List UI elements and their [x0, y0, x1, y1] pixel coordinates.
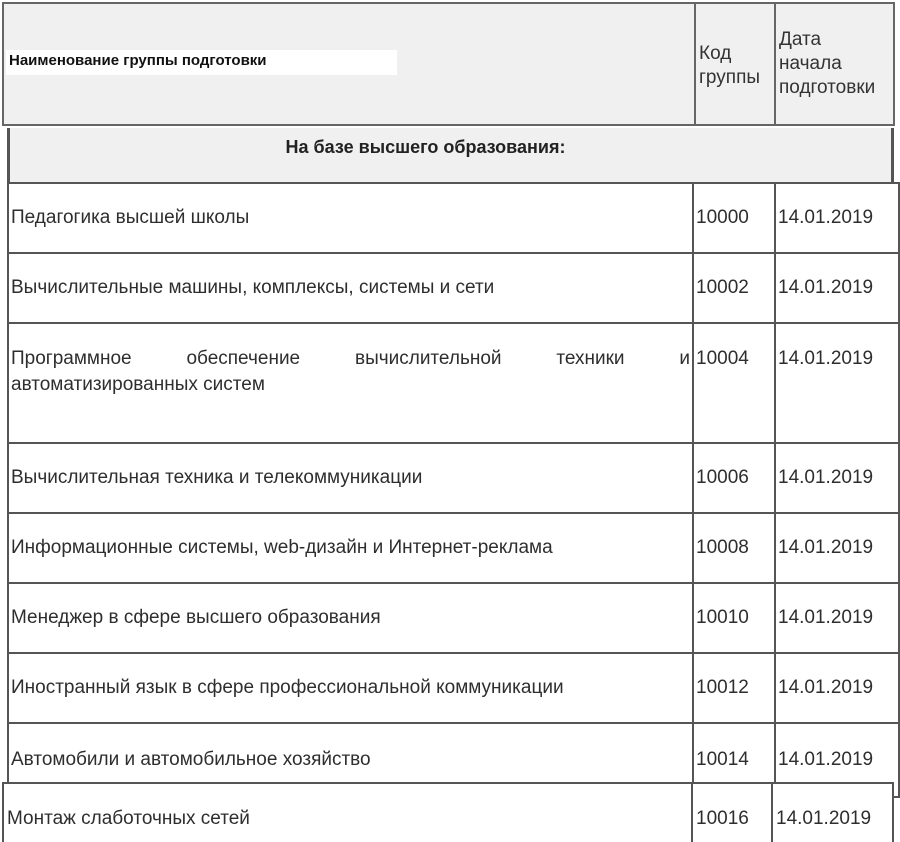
start-date: 14.01.2019 — [776, 808, 872, 829]
start-date: 14.01.2019 — [775, 253, 899, 323]
table-row — [8, 253, 899, 323]
program-name — [8, 323, 693, 443]
table-row — [2, 782, 894, 842]
group-code: 10002 — [693, 253, 775, 323]
header-code-cell — [694, 4, 774, 124]
program-name: Вычислительные машины, комплексы, системы и сети — [8, 253, 693, 323]
program-name: Менеджер в сфере высшего образования — [8, 583, 693, 653]
header-code-line2: группы — [699, 67, 761, 88]
header-date-line3: подготовки — [779, 77, 876, 98]
program-name-line1: Программное обеспечение вычислительной техники и — [11, 348, 690, 369]
program-name: Вычислительная техника и телекоммуникации — [8, 443, 693, 513]
program-name: Монтаж слаботочных сетей — [7, 808, 250, 829]
start-date: 14.01.2019 — [775, 583, 899, 653]
header-code-label — [699, 42, 760, 90]
header-date-line1: Дата — [779, 29, 822, 50]
table-row — [8, 443, 899, 513]
start-date: 14.01.2019 — [775, 723, 899, 797]
group-code-cell — [691, 784, 771, 842]
group-code: 10006 — [693, 443, 775, 513]
program-name: Иностранный язык в сфере профессиональной коммуникации — [8, 653, 693, 723]
group-code: 10014 — [693, 723, 775, 797]
programs-table — [7, 182, 900, 798]
header-name-cell — [4, 4, 694, 124]
table-row — [8, 653, 899, 723]
table-row — [8, 323, 899, 443]
program-name: Информационные системы, web-дизайн и Интернет-реклама — [8, 513, 693, 583]
header-date-line2: начала — [779, 53, 842, 74]
start-date: 14.01.2019 — [775, 183, 899, 253]
table-header — [2, 2, 895, 126]
start-date: 14.01.2019 — [775, 513, 899, 583]
start-date: 14.01.2019 — [775, 443, 899, 513]
group-code: 10008 — [693, 513, 775, 583]
program-name-line2: автоматизированных систем — [11, 374, 265, 395]
header-date-label — [779, 28, 875, 100]
table-row — [8, 183, 899, 253]
group-code: 10000 — [693, 183, 775, 253]
group-code: 10016 — [696, 808, 749, 829]
header-name-label: Наименование группы подготовки — [6, 50, 397, 75]
start-date: 14.01.2019 — [775, 323, 899, 443]
program-name-cell — [4, 784, 691, 842]
table-row — [8, 583, 899, 653]
header-date-cell — [774, 4, 893, 124]
group-code: 10012 — [693, 653, 775, 723]
section-header — [7, 128, 894, 184]
program-name: Педагогика высшей школы — [8, 183, 693, 253]
group-code: 10004 — [693, 323, 775, 443]
start-date: 14.01.2019 — [775, 653, 899, 723]
header-code-line1: Код — [699, 43, 732, 64]
group-code: 10010 — [693, 583, 775, 653]
start-date-cell — [771, 784, 892, 842]
section-title: На базе высшего образования: — [285, 137, 566, 157]
table-row — [8, 513, 899, 583]
program-name: Автомобили и автомобильное хозяйство — [8, 723, 693, 797]
